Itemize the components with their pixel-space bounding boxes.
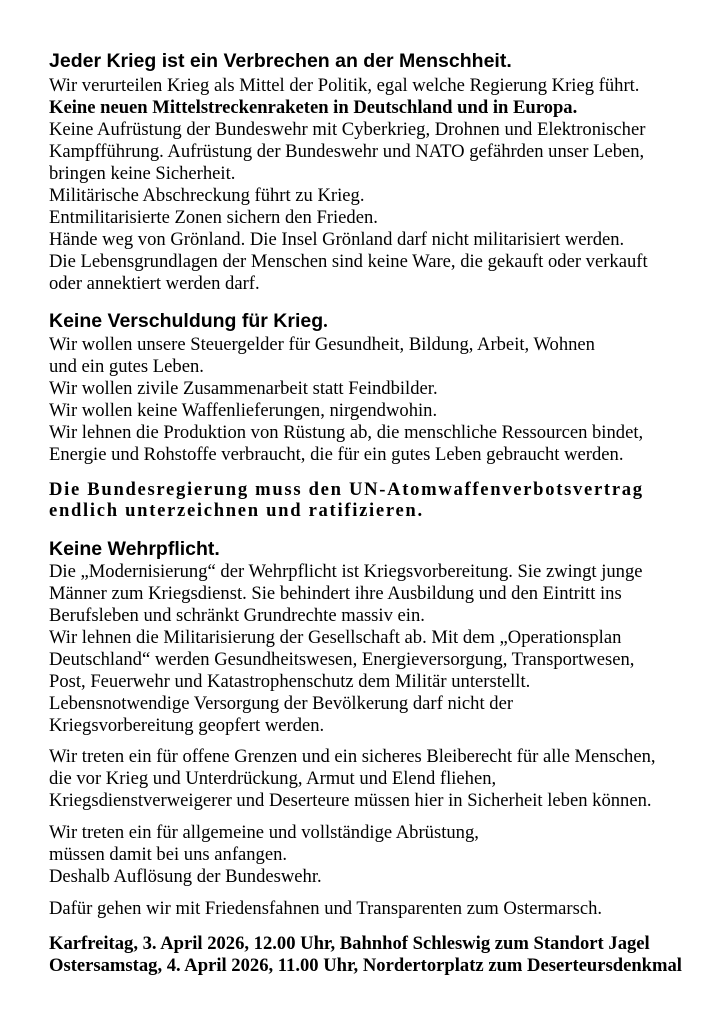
paragraph-line: die vor Krieg und Unterdrückung, Armut und Elend fliehen, bbox=[49, 768, 497, 789]
heading-period: . bbox=[323, 311, 328, 332]
heading-text: Keine Verschuldung für Krieg bbox=[49, 310, 324, 332]
paragraph-line: Wir wollen unsere Steuergelder für Gesundheit, Bildung, Arbeit, Wohnen bbox=[49, 334, 595, 355]
paragraph-line: Deshalb Auflösung der Bundeswehr. bbox=[49, 866, 322, 887]
demand-line: endlich unterzeichnen und ratifizieren. bbox=[49, 500, 424, 521]
paragraph-line: Wir wollen keine Waffenlieferungen, nirgendwohin. bbox=[49, 400, 438, 421]
paragraph-line: Wir treten ein für offene Grenzen und ein sicheres Bleiberecht für alle Menschen, bbox=[49, 746, 656, 767]
paragraph-line: und ein gutes Leben. bbox=[49, 356, 204, 377]
paragraph-line: bringen keine Sicherheit. bbox=[49, 163, 236, 184]
paragraph-line: Wir verurteilen Krieg als Mittel der Politik, egal welche Regierung Krieg führt. bbox=[49, 75, 640, 96]
event-good-friday: Karfreitag, 3. April 2026, 12.00 Uhr, Bahnhof Schleswig zum Standort Jagel bbox=[49, 933, 650, 954]
paragraph-line: Entmilitarisierte Zonen sichern den Frieden. bbox=[49, 207, 378, 228]
paragraph-line: Kriegsvorbereitung geopfert werden. bbox=[49, 715, 325, 736]
paragraph-line: Post, Feuerwehr und Katastrophenschutz dem Militär unterstellt. bbox=[49, 671, 531, 692]
paragraph-line: Männer zum Kriegsdienst. Sie behindert ihre Ausbildung und den Eintritt ins bbox=[49, 583, 622, 604]
paragraph-line: Die Lebensgrundlagen der Menschen sind keine Ware, die gekauft oder verkauft bbox=[49, 251, 648, 272]
paragraph-line: müssen damit bei uns anfangen. bbox=[49, 844, 288, 865]
heading-no-debt-for-war bbox=[49, 310, 328, 333]
demand-line: Die Bundesregierung muss den UN-Atomwaffenverbotsvertrag bbox=[49, 479, 644, 500]
paragraph-line: Kampfführung. Aufrüstung der Bundeswehr und NATO gefährden unser Leben, bbox=[49, 141, 645, 162]
paragraph-line: Die „Modernisierung“ der Wehrpflicht ist Kriegsvorbereitung. Sie zwingt junge bbox=[49, 561, 643, 582]
paragraph-line: Wir lehnen die Militarisierung der Gesellschaft ab. Mit dem „Operationsplan bbox=[49, 627, 622, 648]
heading-war-is-crime: Jeder Krieg ist ein Verbrechen an der Menschheit. bbox=[49, 50, 512, 72]
paragraph-line: Energie und Rohstoffe verbraucht, die für ein gutes Leben gebraucht werden. bbox=[49, 444, 624, 465]
paragraph-line: Lebensnotwendige Versorgung der Bevölkerung darf nicht der bbox=[49, 693, 514, 714]
paragraph-line: Deutschland“ werden Gesundheitswesen, Energieversorgung, Transportwesen, bbox=[49, 649, 635, 670]
event-holy-saturday: Ostersamstag, 4. April 2026, 11.00 Uhr, Nordertorplatz zum Deserteursdenkmal bbox=[49, 955, 682, 976]
paragraph-line: Wir lehnen die Produktion von Rüstung ab, die menschliche Ressourcen bindet, bbox=[49, 422, 644, 443]
paragraph-line-bold: Keine neuen Mittelstreckenraketen in Deutschland und in Europa. bbox=[49, 97, 578, 118]
paragraph-line: oder annektiert werden darf. bbox=[49, 273, 260, 294]
paragraph-line: Dafür gehen wir mit Friedensfahnen und Transparenten zum Ostermarsch. bbox=[49, 898, 603, 919]
paragraph-line: Wir wollen zivile Zusammenarbeit statt Feindbilder. bbox=[49, 378, 438, 399]
paragraph-line: Hände weg von Grönland. Die Insel Grönland darf nicht militarisiert werden. bbox=[49, 229, 625, 250]
paragraph-line: Wir treten ein für allgemeine und vollständige Abrüstung, bbox=[49, 822, 479, 843]
paragraph-line: Berufsleben und schränkt Grundrechte massiv ein. bbox=[49, 605, 425, 626]
heading-no-conscription: Keine Wehrpflicht. bbox=[49, 538, 220, 560]
paragraph-line: Kriegsdienstverweigerer und Deserteure müssen hier in Sicherheit leben können. bbox=[49, 790, 652, 811]
paragraph-line: Militärische Abschreckung führt zu Krieg. bbox=[49, 185, 365, 206]
paragraph-line: Keine Aufrüstung der Bundeswehr mit Cyberkrieg, Drohnen und Elektronischer bbox=[49, 119, 646, 140]
